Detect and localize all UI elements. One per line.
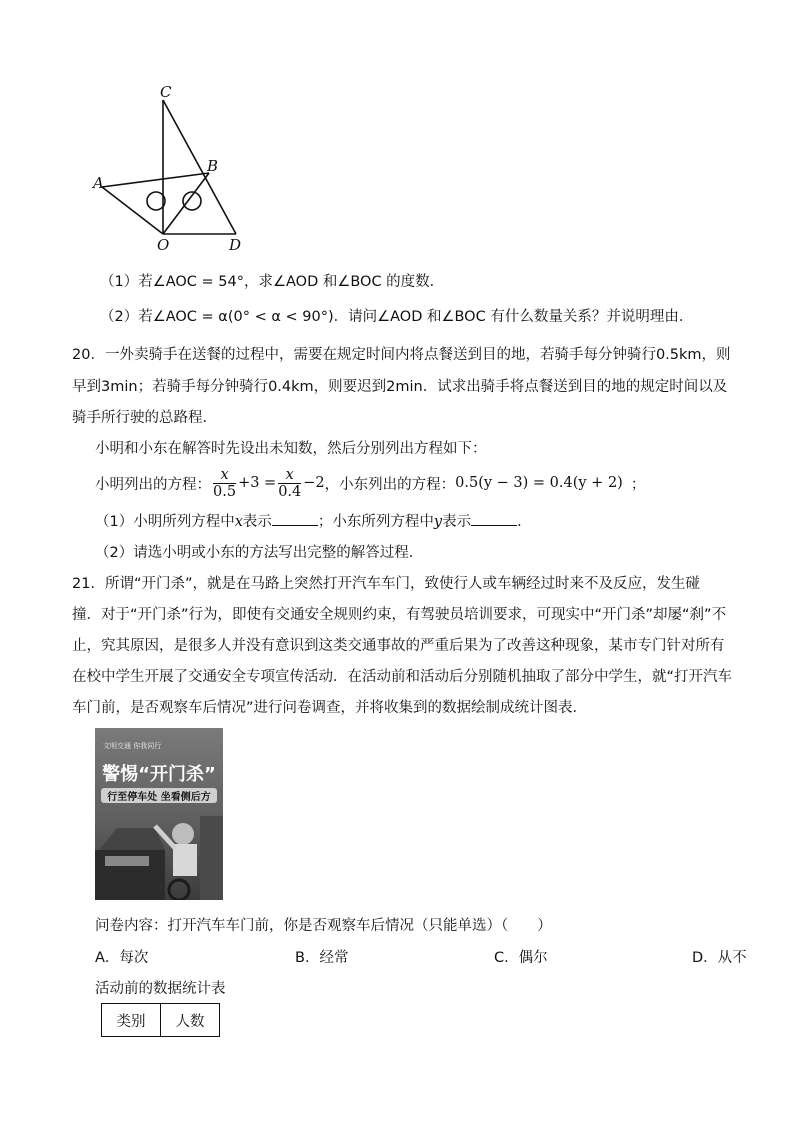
poster-tag: 文明交通 你我同行 [103, 742, 162, 750]
q20-part1 [95, 510, 532, 531]
var-x: x [234, 514, 243, 530]
answer-blank-y[interactable] [471, 511, 517, 526]
point-label-a: A [93, 174, 104, 192]
geometry-figure [88, 80, 258, 258]
table-title: 活动前的数据统计表 [95, 981, 226, 997]
point-label-b: B [207, 157, 219, 175]
fraction-x-over-04 [278, 467, 301, 500]
option-c: C．偶尔 [494, 950, 548, 966]
var-y: y [433, 514, 443, 530]
q20-part1-text-a: （1）小明所列方程中 [95, 514, 235, 530]
point-label-d: D [229, 236, 242, 254]
segment-cd [163, 100, 236, 234]
poster-illustration [95, 806, 223, 900]
q20-line3: 骑手所行驶的总路程． [72, 410, 217, 426]
fraction-numerator: x [278, 467, 301, 484]
option-b: B．经常 [295, 950, 349, 966]
xiaodong-eq-tail: ； [630, 476, 646, 493]
option-a: A．每次 [95, 950, 149, 966]
q19-part1: （1）若∠AOC = 54°，求∠AOD 和∠BOC 的度数． [100, 274, 445, 290]
fraction-x-over-05 [213, 467, 236, 500]
q20-equations-row [95, 462, 645, 504]
poster-title: 警惕“开门杀” [102, 764, 216, 785]
header-count: 人数 [161, 1004, 220, 1037]
q21-line2: 撞．对于“开门杀”行为，即使有交通安全规则约束，有驾驶员培训要求，可现实中“开门杀”却屡“刹”不 [72, 607, 727, 623]
q20-part1-text-b: 表示 [242, 514, 272, 530]
q20-line2: 早到3min；若骑手每分钟骑行0.4km，则要迟到2min．试求出骑手将点餐送到目的地的规定时间以及 [72, 379, 728, 395]
segment-ob [163, 173, 209, 234]
point-label-c: C [160, 83, 172, 101]
table-header-row [102, 1004, 220, 1037]
header-category: 类别 [102, 1004, 161, 1037]
q19-part2: （2）若∠AOC = α(0° < α < 90°)．请问∠AOD 和∠BOC 有什么数量关系？并说明理由． [100, 309, 694, 325]
q21-line4: 在校中学生开展了交通安全专项宣传活动．在活动前和活动后分别随机抽取了部分中学生，就“打开汽车 [72, 669, 733, 685]
q20-part1-text-d: 表示 [442, 514, 472, 530]
point-label-o: O [157, 236, 170, 254]
xiaoming-eq-label: 小明列出的方程： [95, 476, 211, 493]
safety-poster-image [95, 728, 223, 900]
fraction-numerator: x [213, 467, 236, 484]
pre-activity-table [101, 1003, 220, 1037]
q21-line3: 止，究其原因，是很多人并没有意识到这类交通事故的严重后果为了改善这种现象，某市专门针对所有 [72, 638, 725, 654]
xiaodong-equation: 0.5(y − 3) = 0.4(y + 2) [455, 475, 623, 491]
q21-line5: 车门前，是否观察车后情况”进行问卷调查，并将收集到的数据绘制成统计图表． [72, 700, 588, 716]
poster-subtitle: 行至停车处 坐看侧后方 [101, 788, 217, 803]
q20-part1-text-e: ． [517, 514, 532, 530]
answer-blank-x[interactable] [272, 511, 318, 526]
xiaoming-eq-middle: +3 = [238, 475, 277, 491]
q20-line1: 20．一外卖骑手在送餐的过程中，需要在规定时间内将点餐送到目的地，若骑手每分钟骑行0.5km，则 [72, 347, 731, 363]
q20-intro: 小明和小东在解答时先设出未知数，然后分别列出方程如下： [95, 441, 487, 457]
q20-part1-text-c: ；小东所列方程中 [317, 514, 434, 530]
fraction-denominator: 0.5 [213, 483, 237, 500]
survey-question: 问卷内容：打开汽车车门前，你是否观察车后情况（只能单选）（ ） [95, 918, 552, 934]
segment-ab [102, 173, 209, 187]
q20-part2: （2）请选小明或小东的方法写出完整的解答过程． [95, 545, 424, 561]
fraction-denominator: 0.4 [278, 483, 302, 500]
xiaoming-eq-end: −2 [303, 475, 325, 491]
q21-line1: 21．所谓“开门杀”，就是在马路上突然打开汽车车门，致使行人或车辆经过时来不及反应，发生碰 [72, 576, 700, 592]
option-d: D．从不 [692, 950, 747, 966]
xiaodong-eq-label: ，小东列出的方程： [324, 476, 456, 493]
